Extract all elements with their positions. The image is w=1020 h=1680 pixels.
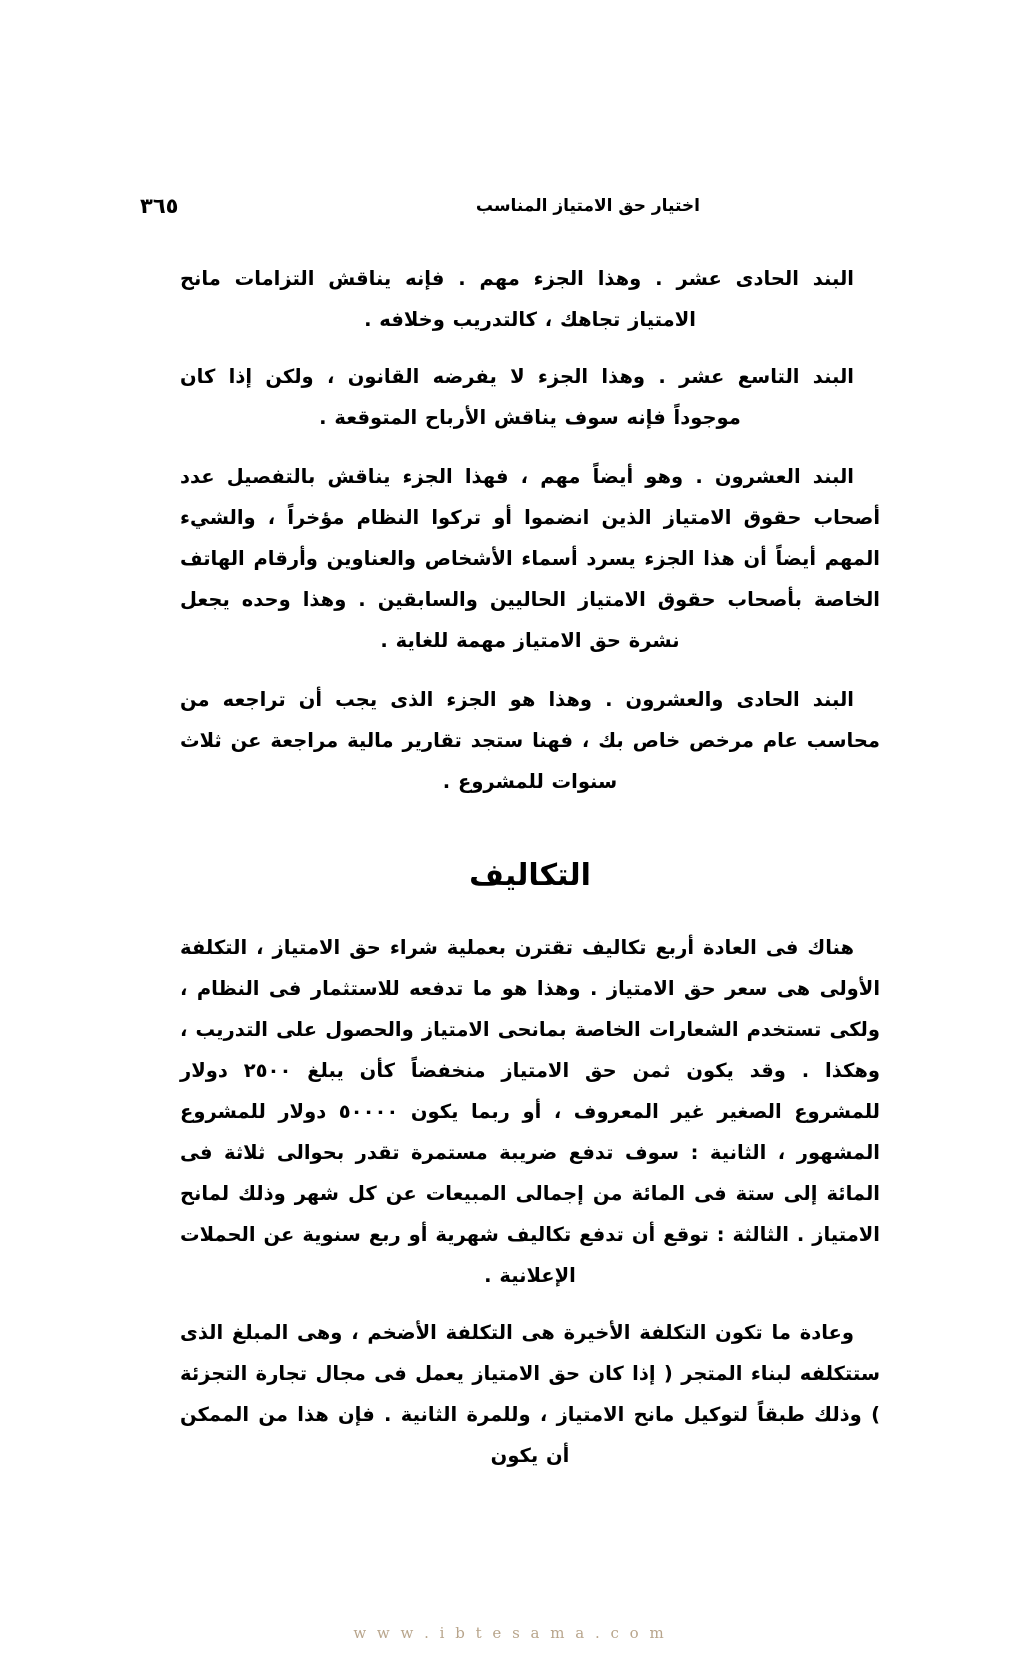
section-heading-costs: التكاليف — [469, 858, 591, 893]
paragraph-item-11: البند الحادى عشر . وهذا الجزء مهم . فإنه يناقش التزامات مانح الامتياز تجاهك ، كالتدريب وخلافه . — [180, 267, 854, 331]
body-column — [180, 258, 880, 1490]
footer-watermark: w w w . i b t e s a m a . c o m — [353, 1624, 667, 1642]
running-head — [140, 190, 880, 222]
page-number: ٣٦٥ — [140, 194, 179, 218]
paragraph-item-21: البند الحادى والعشرون . وهذا هو الجزء الذى يجب أن تراجعه من محاسب عام مرخص خاص بك ، فهنا ستجد تقارير مالية مراجعة عن ثلاث سنوات للمشروع . — [180, 688, 880, 793]
paragraph-costs-2: وعادة ما تكون التكلفة الأخيرة هى التكلفة الأضخم ، وهى المبلغ الذى ستتكلفه لبناء المتجر ( إذا كان حق الامتياز يعمل فى مجال تجارة التجزئة ) وذلك طبقاً لتوكيل مانح الامتياز ، وللمرة الثانية . فإن هذا من الممكن أن يكون — [180, 1321, 880, 1467]
paragraph-costs-1: هناك فى العادة أربع تكاليف تقترن بعملية شراء حق الامتياز ، التكلفة الأولى هى سعر حق الامتياز . وهذا هو ما تدفعه للاستثمار فى النظام ، ولكى تستخدم الشعارات الخاصة بمانحى الامتياز والحصول على التدريب ، وهكذا . وقد يكون ثمن حق الامتياز منخفضاً كأن يبلغ ٢٥٠٠ دولار للمشروع الصغير غير المعروف ، أو ربما يكون ٥٠٠٠٠ دولار للمشروع المشهور ، الثانية : سوف تدفع ضريبة مستمرة تقدر بحوالى ثلاثة فى المائة إلى ستة فى المائة من إجمالى المبيعات عن كل شهر وذلك لمانح الامتياز . الثالثة : توقع أن تدفع تكاليف شهرية أو ربع سنوية عن الحملات الإعلانية . — [180, 936, 880, 1287]
running-head-title: اختيار حق الامتياز المناسب — [475, 196, 700, 216]
paragraph-item-19: البند التاسع عشر . وهذا الجزء لا يفرضه القانون ، ولكن إذا كان موجوداً فإنه سوف يناقش الأرباح المتوقعة . — [180, 365, 854, 429]
paragraph-item-20: البند العشرون . وهو أيضاً مهم ، فهذا الجزء يناقش بالتفصيل عدد أصحاب حقوق الامتياز الذين انضموا أو تركوا النظام مؤخراً ، والشيء المهم أيضاً أن هذا الجزء يسرد أسماء الأشخاص والعناوين وأرقام الهاتف الخاصة بأصحاب حقوق الامتياز الحاليين والسابقين . وهذا وحده يجعل نشرة حق الامتياز مهمة للغاية . — [180, 465, 880, 652]
